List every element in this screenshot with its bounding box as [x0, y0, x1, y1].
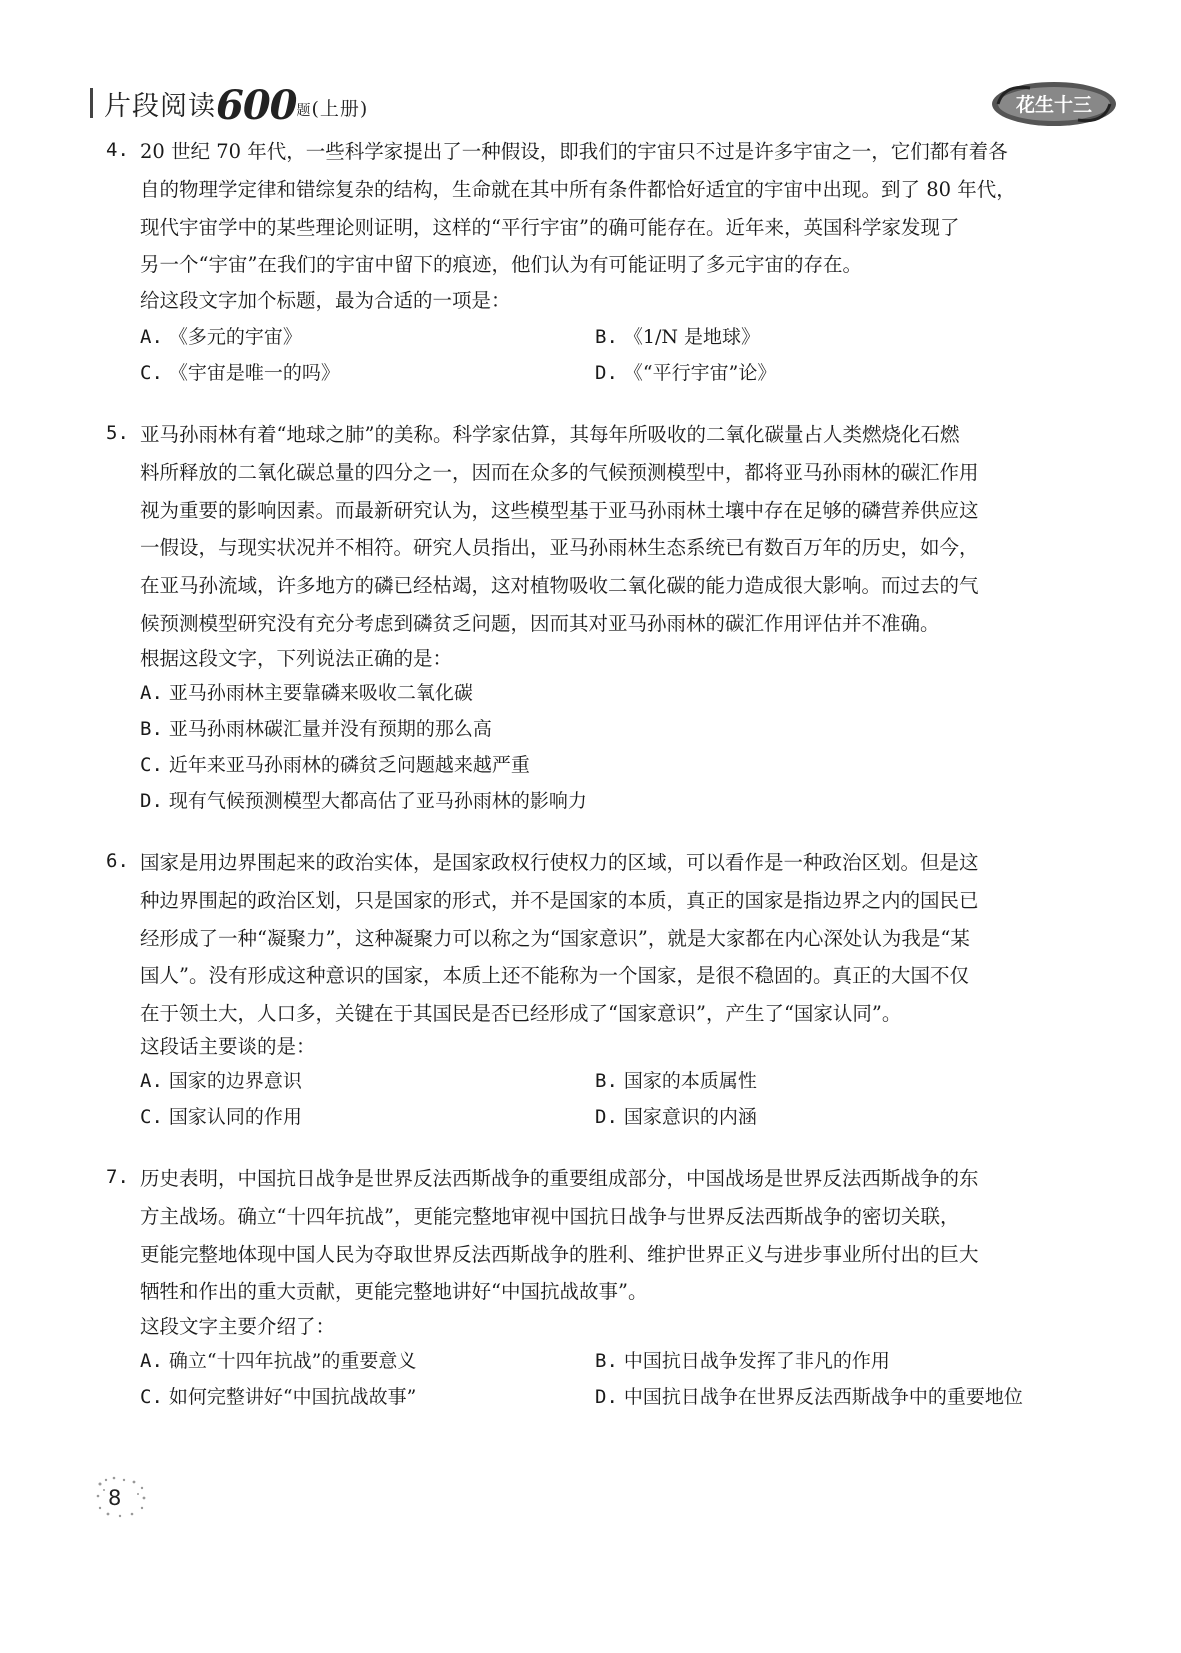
question-prompt: 这段话主要谈的是： — [140, 1035, 316, 1058]
passage-line: 候预测模型研究没有充分考虑到磷贫乏问题，因而其对亚马孙雨林的碳汇作用评估并不准确。 — [140, 611, 940, 635]
passage-line: 国家是用边界围起来的政治实体，是国家政权行使权力的区域，可以看作是一种政治区划。但是这 — [140, 851, 979, 874]
question-passage — [140, 844, 1095, 1033]
passage-line: 亚马孙雨林有着“地球之肺”的美称。科学家估算，其每年所吸收的二氧化碳量占人类燃烧化石燃 — [140, 423, 960, 446]
book-title — [104, 82, 368, 129]
passage-line: 方主战场。确立“十四年抗战”，更能完整地审视中国抗日战争与世界反法西斯战争的密切关联， — [140, 1204, 960, 1228]
page-number-ornament — [94, 1474, 150, 1518]
option-d[interactable]: D. 《“平行宇宙”论》 — [595, 362, 777, 384]
passage-line: 牺牲和作出的重大贡献，更能完整地讲好“中国抗战故事”。 — [140, 1280, 648, 1304]
passage-line: 在于领土大，人口多，关键在于其国民是否已经形成了“国家意识”，产生了“国家认同”。 — [140, 1002, 902, 1026]
option-a[interactable]: A. 确立“十四年抗战”的重要意义 — [140, 1350, 417, 1372]
header-rule — [90, 88, 93, 118]
passage-line: 国人”。没有形成这种意识的国家，本质上还不能称为一个国家，是很不稳固的。真正的大国不仅 — [140, 964, 969, 988]
option-c[interactable]: C. 近年来亚马孙雨林的磷贫乏问题越来越严重 — [140, 754, 530, 776]
book-title-volume: (上册) — [311, 98, 369, 120]
option-a[interactable]: A. 国家的边界意识 — [140, 1070, 302, 1092]
option-c[interactable]: C. 如何完整讲好“中国抗战故事” — [140, 1386, 417, 1408]
option-b[interactable]: B. 《1/N 是地球》 — [595, 326, 761, 348]
passage-line: 经形成了一种“凝聚力”，这种凝聚力可以称之为“国家意识”，就是大家都在内心深处认为我是“某 — [140, 926, 970, 950]
passage-line: 种边界围起的政治区划，只是国家的形式，并不是国家的本质，真正的国家是指边界之内的国民已 — [140, 888, 979, 912]
option-a[interactable]: A. 《多元的宇宙》 — [140, 326, 302, 348]
option-d[interactable]: D. 现有气候预测模型大都高估了亚马孙雨林的影响力 — [140, 790, 587, 812]
passage-line: 更能完整地体现中国人民为夺取世界反法西斯战争的胜利、维护世界正义与进步事业所付出的巨大 — [140, 1242, 979, 1266]
passage-line: 视为重要的影响因素。而最新研究认为，这些模型基于亚马孙雨林土壤中存在足够的磷营养供应这 — [140, 498, 979, 522]
question-passage — [140, 133, 1095, 284]
page-number: 8 — [108, 1486, 122, 1510]
question-number: 6. — [106, 850, 129, 872]
passage-line: 现代宇宙学中的某些理论则证明，这样的“平行宇宙”的确可能存在。近年来，英国科学家发现了 — [140, 215, 960, 239]
passage-line: 20 世纪 70 年代，一些科学家提出了一种假设，即我们的宇宙只不过是许多宇宙之一，它们都有着各 — [140, 140, 1008, 163]
option-b[interactable]: B. 亚马孙雨林碳汇量并没有预期的那么高 — [140, 718, 492, 740]
option-d[interactable]: D. 中国抗日战争在世界反法西斯战争中的重要地位 — [595, 1386, 1023, 1408]
passage-line: 自的物理学定律和错综复杂的结构，生命就在其中所有条件都恰好适宜的宇宙中出现。到了 80 年代， — [140, 177, 1016, 201]
question-number: 4. — [106, 139, 129, 161]
passage-line: 历史表明，中国抗日战争是世界反法西斯战争的重要组成部分，中国战场是世界反法西斯战争的东 — [140, 1167, 979, 1190]
option-c[interactable]: C. 《宇宙是唯一的吗》 — [140, 362, 340, 384]
brand-logo-text: 花生十三 — [1015, 94, 1093, 116]
question-passage — [140, 1160, 1095, 1311]
question-number: 7. — [106, 1166, 129, 1188]
question-prompt: 这段文字主要介绍了： — [140, 1315, 336, 1338]
question-prompt: 给这段文字加个标题，最为合适的一项是： — [140, 289, 511, 312]
book-title-suffix: 题 — [296, 103, 312, 119]
brand-logo — [990, 78, 1118, 128]
passage-line: 另一个“宇宙”在我们的宇宙中留下的痕迹，他们认为有可能证明了多元宇宙的存在。 — [140, 253, 862, 277]
question-passage — [140, 416, 1095, 643]
passage-line: 料所释放的二氧化碳总量的四分之一，因而在众多的气候预测模型中，都将亚马孙雨林的碳汇作用 — [140, 460, 979, 484]
page-header — [88, 70, 1128, 130]
question-number: 5. — [106, 422, 129, 444]
passage-line: 一假设，与现实状况并不相符。研究人员指出，亚马孙雨林生态系统已有数百万年的历史，如今， — [140, 536, 979, 560]
passage-line: 在亚马孙流域，许多地方的磷已经枯竭，这对植物吸收二氧化碳的能力造成很大影响。而过去的气 — [140, 574, 979, 598]
option-a[interactable]: A. 亚马孙雨林主要靠磷来吸收二氧化碳 — [140, 682, 473, 704]
option-b[interactable]: B. 国家的本质属性 — [595, 1070, 757, 1092]
option-b[interactable]: B. 中国抗日战争发挥了非凡的作用 — [595, 1350, 890, 1372]
option-c[interactable]: C. 国家认同的作用 — [140, 1106, 302, 1128]
book-title-number: 600 — [216, 82, 297, 129]
question-prompt: 根据这段文字，下列说法正确的是： — [140, 647, 453, 670]
book-title-prefix: 片段阅读 — [104, 91, 216, 122]
option-d[interactable]: D. 国家意识的内涵 — [595, 1106, 757, 1128]
